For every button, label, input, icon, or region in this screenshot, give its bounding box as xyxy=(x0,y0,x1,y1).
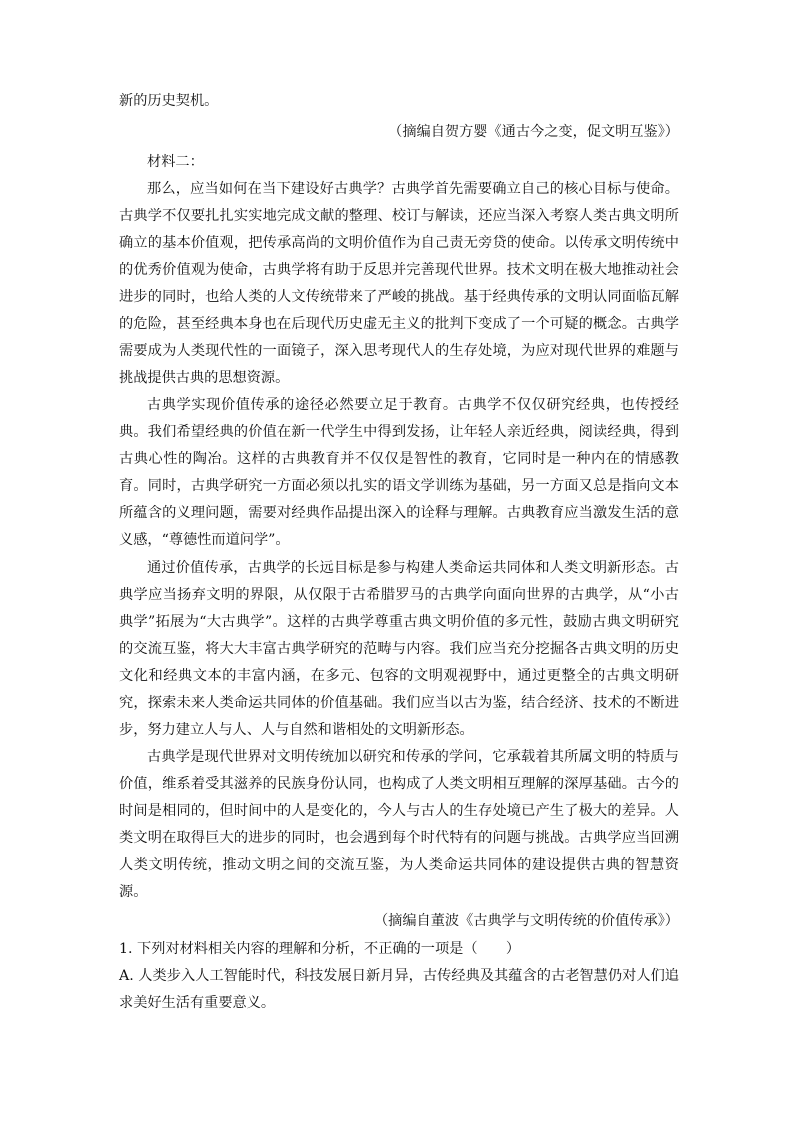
text-line: 育。同时，古典学研究一方面必须以扎实的语文学训练为基础，另一方面又总是指向文本 xyxy=(119,478,679,494)
section-heading: 材料二： xyxy=(147,154,204,170)
text-line: 的交流互鉴，将大大丰富古典学研究的范畴与内容。我们应当充分挖掘各古典文明的历史 xyxy=(119,641,679,657)
text-line: 所蕴含的义理问题，需要对经典作品提出深入的诠释与理解。古典教育应当激发生活的意 xyxy=(119,505,679,521)
text-line: 价值，维系着受其滋养的民族身份认同，也构成了人类文明相互理解的深厚基础。古今的 xyxy=(119,776,679,792)
text-line: 义感，“尊德性而道问学”。 xyxy=(119,532,290,548)
text-line: 新的历史契机。 xyxy=(119,93,219,109)
text-line: 典学”拓展为“大古典学”。这样的古典学尊重古典文明价值的多元性，鼓励古典文明研究 xyxy=(119,614,679,630)
text-line: 类文明在取得巨大的进步的同时，也会遇到每个时代特有的问题与挑战。古典学应当回溯 xyxy=(119,830,679,846)
text-line: 究，探索未来人类命运共同体的价值基础。我们应当以古为鉴，结合经济、技术的不断进 xyxy=(119,695,679,711)
question-stem: 1. 下列对材料相关内容的理解和分析，不正确的一项是（ ） xyxy=(119,941,521,957)
source-citation: （摘编自董波《古典学与文明传统的价值传承》） xyxy=(373,913,679,929)
text-line: 的优秀价值观为使命，古典学将有助于反思并完善现代世界。技术文明在极大地推动社会 xyxy=(119,262,679,278)
text-line: 人类文明传统，推动文明之间的交流互鉴，为人类命运共同体的建设提供古典的智慧资 xyxy=(119,857,679,873)
text-line: 那么，应当如何在当下建设好古典学？古典学首先需要确立自己的核心目标与使命。 xyxy=(147,181,679,197)
text-line: 古典学不仅要扎扎实实地完成文献的整理、校订与解读，还应当深入考察人类古典文明所 xyxy=(119,208,679,224)
text-line: 步，努力建立人与人、人与自然和谐相处的文明新形态。 xyxy=(119,722,474,738)
text-line: 时间是相同的，但时间中的人是变化的，今人与古人的生存处境已产生了极大的差异。人 xyxy=(119,803,679,819)
text-line: 古典学是现代世界对文明传统加以研究和传承的学问，它承载着其所属文明的特质与 xyxy=(147,749,679,765)
text-line: 典。我们希望经典的价值在新一代学生中得到发扬，让年轻人亲近经典，阅读经典，得到 xyxy=(119,424,679,440)
text-line: 的危险，甚至经典本身也在后现代历史虚无主义的批判下变成了一个可疑的概念。古典学 xyxy=(119,316,679,332)
text-line: 通过价值传承，古典学的长远目标是参与构建人类命运共同体和人类文明新形态。古 xyxy=(147,560,679,576)
option-a-continued: 求美好生活有重要意义。 xyxy=(119,995,276,1011)
text-line: 进步的同时，也给人类的人文传统带来了严峻的挑战。基于经典传承的文明认同面临瓦解 xyxy=(119,289,679,305)
source-citation: （摘编自贺方婴《通古今之变，促文明互鉴》） xyxy=(388,124,679,140)
text-line: 源。 xyxy=(119,884,148,900)
text-line: 古典学实现价值传承的途径必然要立足于教育。古典学不仅仅研究经典，也传授经 xyxy=(147,397,679,413)
text-line: 需要成为人类现代性的一面镜子，深入思考现代人的生存处境，为应对现代世界的难题与 xyxy=(119,343,679,359)
text-line: 文化和经典文本的丰富内涵，在多元、包容的文明观视野中，通过更整全的古典文明研 xyxy=(119,668,679,684)
text-line: 挑战提供古典的思想资源。 xyxy=(119,370,290,386)
text-line: 确立的基本价值观，把传承高尚的文明价值作为自己责无旁贷的使命。以传承文明传统中 xyxy=(119,235,679,251)
text-line: 古典心性的陶冶。这样的古典教育并不仅仅是智性的教育，它同时是一种内在的情感教 xyxy=(119,451,679,467)
option-a: A. 人类步入人工智能时代，科技发展日新月异，古传经典及其蕴含的古老智慧仍对人们追 xyxy=(119,968,679,984)
text-line: 典学应当扬弃文明的界限，从仅限于古希腊罗马的古典学向面向世界的古典学，从“小古 xyxy=(119,587,679,603)
